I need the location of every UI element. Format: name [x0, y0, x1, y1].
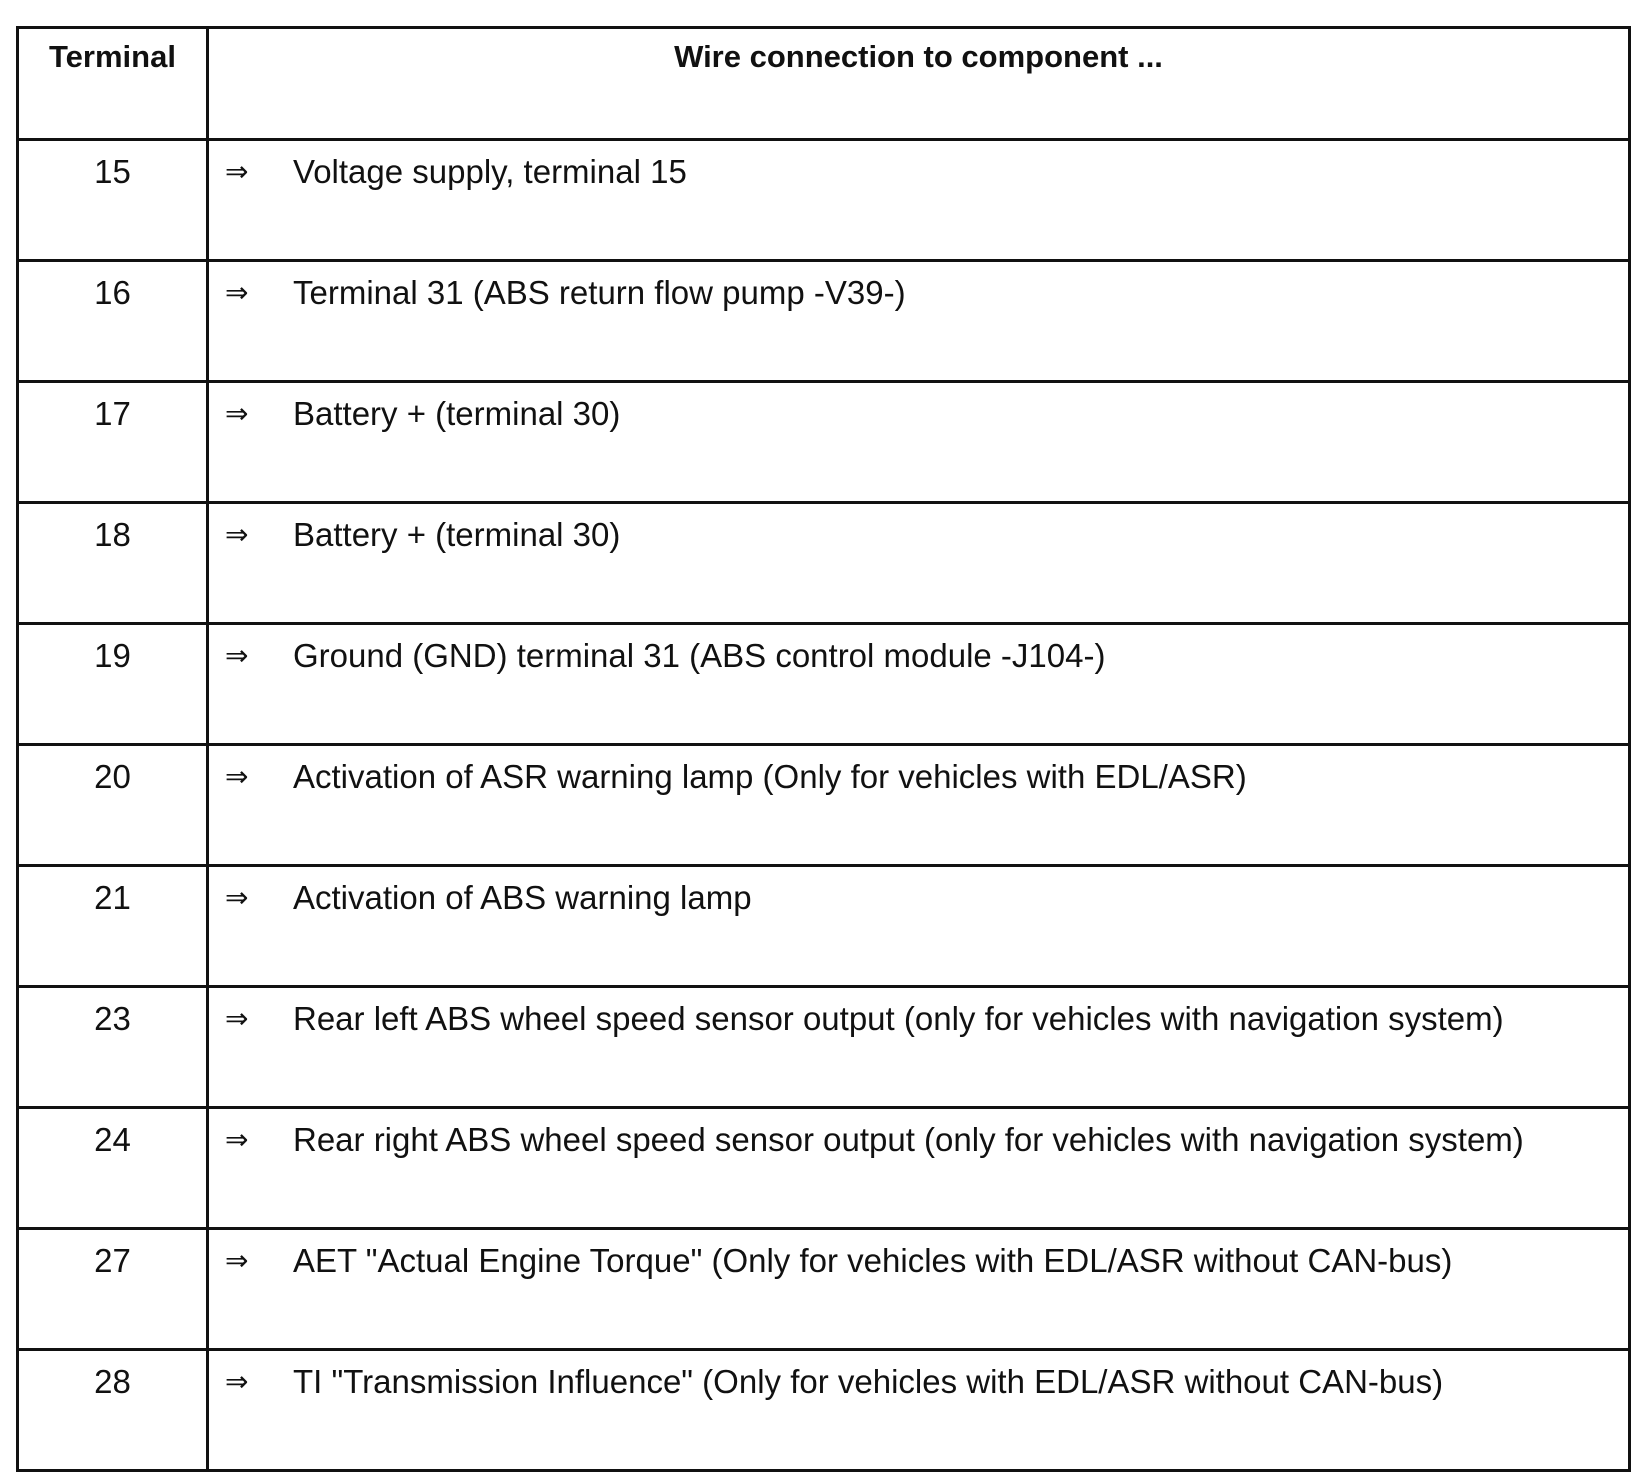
table-row [18, 1350, 1630, 1471]
terminal-wiring-table [16, 26, 1631, 1472]
terminal-number-cell: 16 [18, 261, 208, 382]
wire-connection-description: TI "Transmission Influence" (Only for vehicles with EDL/ASR without CAN-bus) [293, 1363, 1444, 1400]
wire-connection-cell [208, 140, 1630, 261]
wire-connection-cell [208, 261, 1630, 382]
wire-connection-cell [208, 987, 1630, 1108]
table-row [18, 987, 1630, 1108]
right-double-arrow-icon: ⇒ [225, 276, 249, 309]
right-double-arrow-icon: ⇒ [225, 881, 249, 914]
wire-connection-description: Battery + (terminal 30) [293, 395, 621, 432]
terminal-number-cell: 17 [18, 382, 208, 503]
right-double-arrow-icon: ⇒ [225, 1002, 249, 1035]
terminal-number-cell: 23 [18, 987, 208, 1108]
terminal-number-cell: 24 [18, 1108, 208, 1229]
wire-connection-cell [208, 745, 1630, 866]
terminal-number-cell: 28 [18, 1350, 208, 1471]
right-double-arrow-icon: ⇒ [225, 639, 249, 672]
wire-connection-description: AET "Actual Engine Torque" (Only for vehicles with EDL/ASR without CAN-bus) [293, 1242, 1453, 1279]
wire-connection-cell [208, 866, 1630, 987]
terminal-number-cell: 15 [18, 140, 208, 261]
table-row [18, 1229, 1630, 1350]
wire-connection-cell [208, 503, 1630, 624]
wire-connection-description: Activation of ABS warning lamp [293, 879, 752, 916]
right-double-arrow-icon: ⇒ [225, 518, 249, 551]
wire-connection-description: Activation of ASR warning lamp (Only for vehicles with EDL/ASR) [293, 758, 1247, 795]
table-row [18, 140, 1630, 261]
right-double-arrow-icon: ⇒ [225, 1244, 249, 1277]
wire-connection-description: Terminal 31 (ABS return flow pump -V39-) [293, 274, 906, 311]
terminal-number-cell: 20 [18, 745, 208, 866]
wire-connection-column-header: Wire connection to component ... [208, 28, 1630, 140]
table-header [18, 28, 1630, 140]
wire-connection-description: Voltage supply, terminal 15 [293, 153, 687, 190]
table-row [18, 382, 1630, 503]
terminal-number-cell: 18 [18, 503, 208, 624]
table-row [18, 503, 1630, 624]
table-row [18, 261, 1630, 382]
terminal-number-cell: 21 [18, 866, 208, 987]
wire-connection-description: Ground (GND) terminal 31 (ABS control module -J104-) [293, 637, 1106, 674]
right-double-arrow-icon: ⇒ [225, 1123, 249, 1156]
wire-connection-cell [208, 624, 1630, 745]
wire-connection-cell [208, 1108, 1630, 1229]
right-double-arrow-icon: ⇒ [225, 397, 249, 430]
table-row [18, 624, 1630, 745]
wire-connection-description: Battery + (terminal 30) [293, 516, 621, 553]
table-row [18, 745, 1630, 866]
table-body [18, 140, 1630, 1471]
right-double-arrow-icon: ⇒ [225, 155, 249, 188]
terminal-number-cell: 19 [18, 624, 208, 745]
wire-connection-description: Rear right ABS wheel speed sensor output (only for vehicles with navigation system) [293, 1121, 1524, 1158]
header-row [18, 28, 1630, 140]
wire-connection-cell [208, 1350, 1630, 1471]
table-row [18, 866, 1630, 987]
right-double-arrow-icon: ⇒ [225, 760, 249, 793]
wire-connection-description: Rear left ABS wheel speed sensor output (only for vehicles with navigation system) [293, 1000, 1504, 1037]
terminal-column-header: Terminal [18, 28, 208, 140]
right-double-arrow-icon: ⇒ [225, 1365, 249, 1398]
wire-connection-cell [208, 1229, 1630, 1350]
table-row [18, 1108, 1630, 1229]
wire-connection-cell [208, 382, 1630, 503]
terminal-number-cell: 27 [18, 1229, 208, 1350]
